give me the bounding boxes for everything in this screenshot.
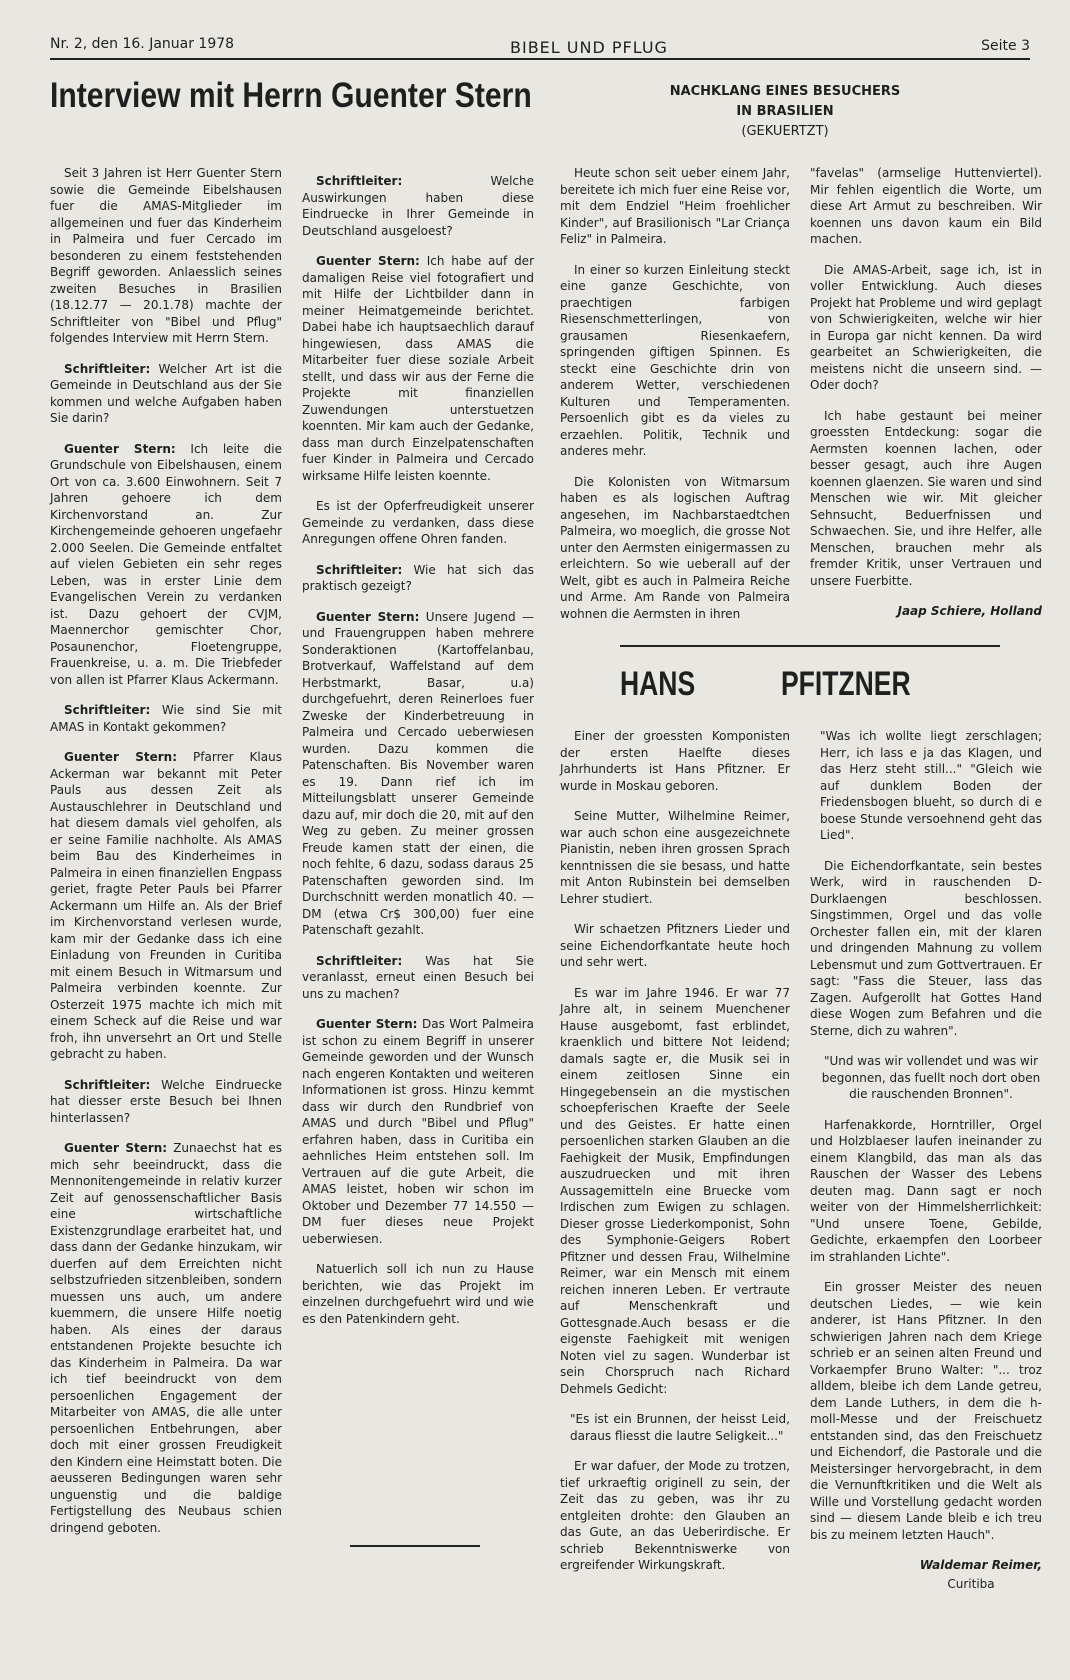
interview-paragraph: Guenter Stern: Ich habe auf der damaligen Reise viel fotografiert und mit Hilfe der Lichtbilder dann in meiner Heimatgemeinde berichtet. Dabei habe ich hauptsaechlich darauf hingewiesen, dass AMAS die Mitarbeiter fuer diese soziale Arbeit stellt, und dass wir aus der Ferne die Projekte mit finanziellen Zuwendungen unterstuetzen koennten. Mir kam auch der Gedanke, dass man durch Einzelpatenschaften fuer Kinder in Palmeira und Cercado wirksame Hilfe leisten koennte. (302, 254, 534, 483)
interview-paragraph: Es ist der Opferfreudigkeit unserer Gemeinde zu verdanken, dass diese Anregungen offene Ohren fanden. (302, 499, 534, 546)
column-end-rule (350, 1545, 480, 1547)
interview-paragraph: Schriftleiter: Wie sind Sie mit AMAS in Kontakt gekommen? (50, 703, 282, 734)
interview-paragraph: Schriftleiter: Wie hat sich das praktisch gezeigt? (302, 562, 534, 593)
pfitzner-title-last: PFITZNER (780, 665, 911, 703)
interview-paragraph: Natuerlich soll ich nun zu Hause berichten, wie das Projekt im einzelnen durchgefuehrt wird und wie es den Patenkindern geht. (302, 1262, 534, 1326)
pfitzner-paragraph: Ein grosser Meister des neuen deutschen Liedes, — wie kein anderer, ist Hans Pfitzner. In den schwierigen Jahren nach dem Kriege schrieb er an seinen alten Freund und Vorkaempfer Bruno Walter: "... troz alldem, bleibe ich dem Lande getreu, dem Lande Luthers, in dem die h-moll-Messe und der Freischuetz entstanden sind, das den Freischuetz und Eichendorf, die Pastorale und die Meistersinger hervorgebracht, in dem die Vernunftkritiken und die Welt als Wille und Vorstellung gedacht worden sind — diesem Lande bleib e ich treu bis zu meinem letzten Hauch". (810, 1280, 1042, 1542)
nachklang-paragraph: Ich habe gestaunt bei meiner groessten Entdeckung: sogar die Aermsten koennen lachen, oder besser gesagt, auch ihre Augen koennen glaenzen. Sie waren und sind Menschen wie wir. Mit gleicher Sehnsucht, Beduerfnissen und Schwaechen. Sie, und ihre Helfer, alle Menschen, brauchen mehr als fremder Kritik, unser Vertrauen und unsere Fuerbitte. (810, 408, 1042, 588)
nachklang-title: NACHKLANG EINES BESUCHERS IN BRASILIEN (669, 84, 901, 119)
nachklang-heading (665, 82, 905, 142)
interview-paragraph: Guenter Stern: Unsere Jugend — und Frauengruppen haben mehrere Sonderaktionen (Kartoffelanbau, Brotverkauf, Waffelstand auf dem Herbstmarkt, Basar, u.a) durchgefuehrt, deren Reinerloes fuer Zweske der Kinderbetreuung in Palmeira und Cercado ueberwiesen wurden. Dazu kommen die Patenschaften. Bis November waren es 19. Dann rief ich im Mitteilungsblatt unserer Gemeinde dazu auf, mir doch die 20, mit auf den Weg zu geben. Zu meiner grossen Freude kamen statt der einen, die noch fehlte, 6 dazu, sodass daraus 25 Patenschaften geworden sind. Im Durchschnitt werden monatlich 40. — DM (etwa Cr$ 300,00) fuer eine Patenschaft gezahlt. (302, 609, 534, 937)
interview-paragraph: Schriftleiter: Welche Eindruecke hat diesser erste Besuch bei Ihnen hinterlassen? (50, 1077, 282, 1125)
nachklang-subtitle: (GEKUERTZT) (741, 124, 829, 139)
pfitzner-verse: "Es ist ein Brunnen, der heisst Leid, daraus fliesst die lautre Seligkeit..." (570, 1412, 790, 1443)
interview-column-1 (50, 165, 282, 1550)
page-number: Seite 3 (981, 38, 1030, 54)
interview-column-2 (302, 173, 534, 1341)
pfitzner-column-2 (810, 728, 1042, 1606)
pfitzner-paragraph: Wir schaetzen Pfitzners Lieder und seine Eichendorfkantate heute hoch und sehr wert. (560, 922, 790, 969)
pfitzner-paragraph: Die Eichendorfkantate, sein bestes Werk, wird in rauschenden D-Durklaengen beschlossen. Singstimmen, Orgel und das volle Orchester fallen ein, mit der klaren und dringenden Mahnung zu vollem Lebensmut und zum Gottvertrauen. Er sagt: "Fass die Steuer, lass das Zagen. Aufgerollt hat Gottes Hand diese Wogen zum Befahren und die Sterne, dich zu wahren". (810, 858, 1042, 1038)
nachklang-paragraph: Heute schon seit ueber einem Jahr, bereitete ich mich fuer eine Reise vor, mit dem Endziel "Heim froehlicher Kinder", auf Brasilionisch "Lar Criança Feliz" in Palmeira. (560, 166, 790, 246)
pfitzner-paragraph: Es war im Jahre 1946. Er war 77 Jahre alt, in seinem Muenchener Hause ausgebomt, fast erblindet, kraenklich und bittere Not leidend; damals sagte er, die Musik sei in einem zeitlosen Sinne ein Hingegebensein an die mystischen schoepferischen Kraefte der Seele und des Geistes. Er hatte einen persoenlichen starken Glauben an die Faehigkeit der Musik, Empfindungen auszudruecken und mit ihren Aussagemitteln eine Bruecke vom Irdischen zum Ewigen zu schlagen. Dieser grosse Liederkomponist, Sohn des Symphonie-Geigers Robert Pfitzner und dessen Frau, Wilhelmine Reimer, war ein Mensch mit einem reichen inneren Leben. Er vertraute auf Menschenkraft und Gottesgnade.Auch besass er die eigenste Faehigkeit mit wenigen Noten viel zu sagen. Wunderbar ist sein Chorspruch nach Richard Dehmels Gedicht: (560, 985, 790, 1396)
header-rule (50, 58, 1030, 60)
pfitzner-author-place: Curitiba (947, 1576, 995, 1591)
nachklang-paragraph: Die AMAS-Arbeit, sage ich, ist in voller Entwicklung. Auch dieses Projekt hat Probleme und wird geplagt von Schwierigkeiten, welche wir hier in Europa gar nicht kennen. Da wird gearbeitet an Schwierigkeiten, die meistens nicht die unseern sind. — Oder doch? (810, 262, 1042, 392)
interview-paragraph: Guenter Stern: Das Wort Palmeira ist schon zu einem Begriff in unserer Gemeinde geworden und der Wunsch nach engeren Kontakten und weiteren Informationen ist gross. Hinzu kemmt dass wir durch den Rundbrief von AMAS und durch "Bibel und Pflug" erfahren haben, dass in Curitiba ein aehnliches Heim entstehen soll. Im Vertrauen auf die gute Arbeit, die AMAS leistet, hoben wir schon im Oktober und Dezember 77 14.550 — DM fuer dieses neue Projekt ueberwiesen. (302, 1017, 534, 1246)
interview-paragraph: Guenter Stern: Ich leite die Grundschule von Eibelshausen, einem Ort von ca. 3.600 Einwohnern. Seit 7 Jahren gehoere ich dem Kirchenvorstand an. Zur Kirchengemeinde gehoeren ungefaehr 2.000 Seelen. Die Gemeinde entfaltet auf vielen Gebieten ein sehr reges Leben, was in erster Linie dem Evangelischen Verein zu verdanken ist. Dazu gehoert der CVJM, Maennerchor gemischter Chor, Posaunenchor, Floetengruppe, Frauenkreise, u. a. m. Die Triebfeder von allen ist Pfarrer Klaus Ackermann. (50, 441, 282, 687)
pfitzner-paragraph: Einer der groessten Komponisten der ersten Haelfte dieses Jahrhunderts ist Hans Pfitzner. Er wurde in Moskau geboren. (560, 729, 790, 793)
pfitzner-verse: "Und was wir vollendet und was wir begonnen, das fuellt noch dort oben die rauschenden Bronnen". (821, 1054, 1041, 1101)
interview-paragraph: Schriftleiter: Welche Auswirkungen haben diese Eindruecke in Ihrer Gemeinde in Deutschland ausgeloest? (302, 174, 534, 238)
nachklang-column-1 (560, 165, 790, 636)
pfitzner-author: Waldemar Reimer, (919, 1558, 1042, 1572)
interview-paragraph: Schriftleiter: Welcher Art ist die Gemeinde in Deutschland aus der Sie kommen und welche Aufgaben haben Sie darin? (50, 361, 282, 425)
nachklang-column-2 (810, 165, 1042, 634)
nachklang-paragraph: "favelas" (armselige Huttenviertel). Mir fehlen eigentlich die Worte, um diese Art Armut zu beschreiben. Wir koennen uns davon kaum ein Bild machen. (810, 166, 1042, 246)
pfitzner-paragraph: Seine Mutter, Wilhelmine Reimer, war auch schon eine ausgezeichnete Pianistin, neben ihren grossen Sprach kenntnissen die sie besass, und hatte mit Anton Rubinstein bei demselben Lehrer studiert. (560, 809, 790, 906)
running-header (50, 36, 1030, 60)
pfitzner-paragraph: Er war dafuer, der Mode zu trotzen, tief urkraeftig originell zu sein, der Zeit das zu geben, was ihr zu entgleiten drohte: den Glauben an das Gute, an das Ueberirdische. Er schrieb Bekenntniswerke von ergreifender Wirkungskraft. (560, 1459, 790, 1572)
pfitzner-title-first: HANS (620, 665, 696, 703)
section-rule (620, 645, 1000, 647)
interview-paragraph: Schriftleiter: Was hat Sie veranlasst, erneut einen Besuch bei uns zu machen? (302, 953, 534, 1001)
interview-paragraph: Guenter Stern: Pfarrer Klaus Ackerman war bekannt mit Peter Pauls aus dessen Zeit als Austauschlehrer in Deutschland und hat diesem damals viel geholfen, als er seine Familie nachholte. Als AMAS beim Bau des Kinderheimes in Palmeira in einen finanziellen Engpass geriet, fragte Peter Pauls bei Pfarrer Ackermann um Hilfe an. Als der Brief im Kirchenvorstand verlesen wurde, kam mir der Gedanke dass ich eine Einladung von Freunden in Curitiba mit einem Besuch in Witmarsum und Palmeira verbinden koennte. Zur Osterzeit 1975 machte ich mich mit einem Scheck auf die Reise und war froh, ihn unversehrt an Ort und Stelle gebracht zu haben. (50, 750, 282, 1061)
issue-date: Nr. 2, den 16. Januar 1978 (50, 36, 235, 52)
interview-title: Interview mit Herrn Guenter Stern (50, 76, 532, 115)
nachklang-paragraph: Die Kolonisten von Witmarsum haben es als logischen Auftrag angesehen, im Nachbarstaedtchen Palmeira, wo moeglich, die grosse Not unter den Aermsten einigermassen zu erleichtern. So wie ueberall auf der Welt, gibt es auch in Palmeira Reiche und Arme. Am Rande von Palmeira wohnen die Aermsten in ihren (560, 474, 790, 621)
pfitzner-paragraph: Harfenakkorde, Horntriller, Orgel und Holzblaeser laufen ineinander zu einem Klangbild, das man als das Rauschen der Wasser des Lebens deuten mag. Dann sagt er noch weiter von der Himmelsherrlichkeit: "Und unsere Toene, Gebilde, Gedichte, erkaempfen den Loorbeer im strahlanden Lichte". (810, 1117, 1042, 1264)
pfitzner-column-1 (560, 728, 790, 1588)
pfitzner-title (620, 665, 948, 704)
interview-paragraph: Guenter Stern: Zunaechst hat es mich sehr beeindruckt, dass die Mennonitengemeinde in relativ kurzer Zeit auf genossenschaftlicher Basis eine wirtschaftliche Existenzgrundlage erarbeitet hat, und dass dann der Gedanke hinzukam, wir duerfen auf dem Erreichten nicht selbstzufrieden sitzenbleiben, sondern muessen uns auch, um andere kuemmern, die unsere Hilfe noetig haben. Als eines der daraus entstandenen Projekte besuchte ich das Kinderheim in Palmeira. Da war ich tief beeindruckt von dem persoenlichen Engagement der Mitarbeiter von AMAS, die alle unter persoenlichen Entbehrungen, aber doch mit einer grossen Freudigkeit den Kindern eine Heimstatt boten. Die aeusseren Bedingungen waren sehr unguenstig und die baldige Fertigstellung des Neubaus schien dringend geboten. (50, 1141, 282, 1535)
nachklang-author: Jaap Schiere, Holland (897, 604, 1042, 618)
publication-name: BIBEL UND PFLUG (510, 38, 668, 57)
pfitzner-verse: "Was ich wollte liegt zerschlagen; Herr, ich lass e ja das Klagen, und das Herz steht still..." "Gleich wie auf dunklem Boden der Friedensbogen blueht, so durch di e boese Stunde versoehnend geht das Lied". (820, 729, 1042, 842)
nachklang-paragraph: In einer so kurzen Einleitung steckt eine ganze Geschichte, von praechtigen farbigen Riesenschmetterlingen, von grausamen Riesenkaefern, springenden giftigen Spinnen. Es steckt eine Geschichte drin von anderem Wetter, verschiedenen Kulturen und Temperamenten. Persoenlich gibt es da vieles zu erzaehlen. Politik, Technik und anderes mehr. (560, 262, 790, 458)
interview-paragraph: Seit 3 Jahren ist Herr Guenter Stern sowie die Gemeinde Eibelshausen fuer die AMAS-Mitglieder im allgemeinen und fuer das Kinderheim in Palmeira und fuer Cercado im besonderen zu einem feststehenden Begriff geworden. Anlaesslich seines zweiten Besuches in Brasilien (18.12.77 — 20.1.78) machte der Schriftleiter von "Bibel und Pflug" folgendes Interview mit Herrn Stern. (50, 166, 282, 345)
